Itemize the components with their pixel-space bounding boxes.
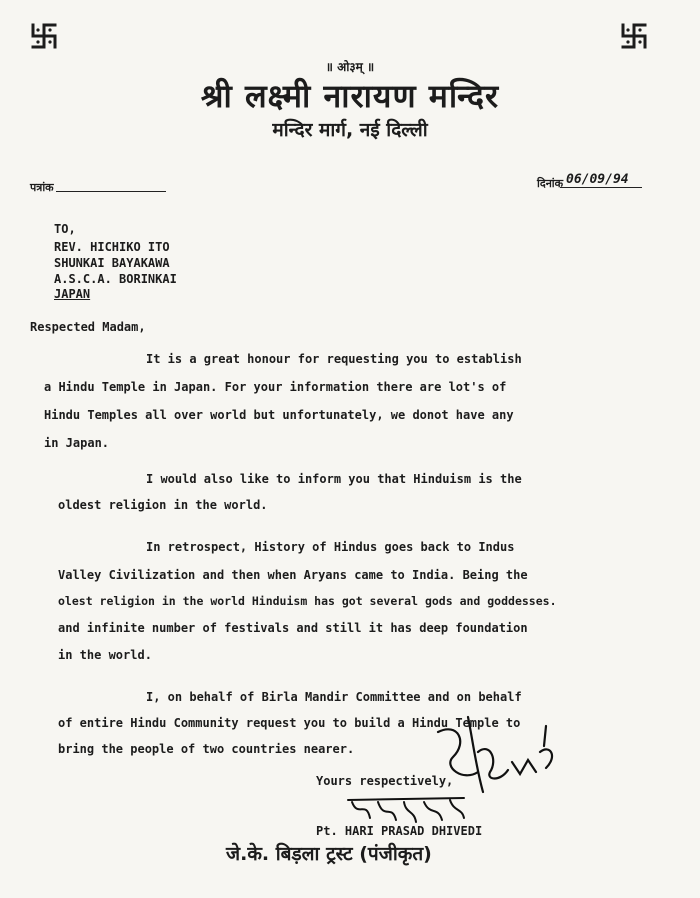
signatory-name: Pt. HARI PRASAD DHIVEDI [316,824,483,838]
body-line: bring the people of two countries nearer. [58,742,355,756]
salutation: Respected Madam, [30,320,146,334]
body-line: Hindu Temples all over world but unfortunately, we donot have any [44,408,514,422]
signature-icon [428,712,568,802]
body-line: olest religion in the world Hinduism has got several gods and goddesses. [58,594,557,608]
body-line: I would also like to inform you that Hinduism is the [146,472,522,486]
body-line: in the world. [58,648,152,662]
body-line: I, on behalf of Birla Mandir Committee and on behalf [146,690,522,704]
body-line: oldest religion in the world. [58,498,268,512]
body-line: of entire Hindu Community request you to build a Hindu Temple to [58,716,521,730]
body-line: Valley Civilization and then when Aryans came to India. Being the [58,568,528,582]
reference-label: पत्रांक [30,181,54,194]
date-value: 06/09/94 [566,172,629,187]
recipient-line: REV. HICHIKO ITO [54,240,170,254]
om-header: ॥ ओ३म् ॥ [325,60,375,74]
body-line: and infinite number of festivals and still it has deep foundation [58,621,528,635]
swastika-icon [30,22,58,50]
body-line: a Hindu Temple in Japan. For your information there are lot's of [44,380,507,394]
trust-name: जे.के. बिड़ला ट्रस्ट (पंजीकृत) [226,843,432,865]
body-line: in Japan. [44,436,110,450]
date-label: दिनांक [537,177,564,190]
swastika-icon [620,22,648,50]
recipient-line: SHUNKAI BAYAKAWA [54,256,170,270]
reference-line [56,191,166,192]
body-line: In retrospect, History of Hindus goes back to Indus [146,540,515,554]
recipient-line: JAPAN [54,287,91,301]
to-label: TO, [54,222,76,236]
date-line [560,187,642,188]
body-line: It is a great honour for requesting you to establish [146,352,522,366]
recipient-line: A.S.C.A. BORINKAI [54,272,177,286]
closing: Yours respectively, [316,774,454,788]
temple-title: श्री लक्ष्मी नारायण मन्दिर [200,77,500,115]
temple-address: मन्दिर मार्ग, नई दिल्ली [272,119,428,141]
